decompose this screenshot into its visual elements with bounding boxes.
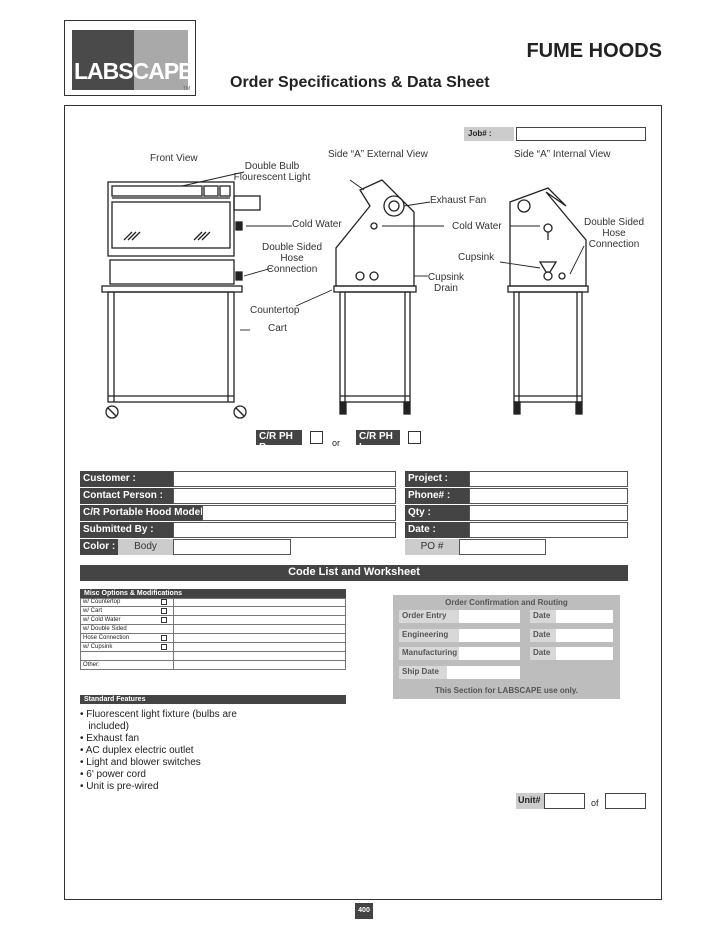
job-field[interactable] bbox=[516, 127, 646, 141]
manufacturing-date-label: Date bbox=[530, 647, 556, 660]
model-option-left-label: C/R PH L bbox=[356, 430, 400, 445]
cold-water-label-left: Cold Water bbox=[292, 219, 342, 230]
misc-row-blank[interactable] bbox=[80, 652, 346, 661]
ship-date-field[interactable] bbox=[447, 666, 520, 679]
customer-label: Customer : bbox=[80, 471, 173, 487]
hood-model-field[interactable] bbox=[202, 505, 396, 521]
order-routing-title: Order Confirmation and Routing bbox=[445, 598, 568, 607]
misc-row-cart[interactable]: w/ Cart bbox=[80, 607, 346, 616]
feature-item: • Exhaust fan bbox=[80, 733, 140, 744]
ship-date-label: Ship Date bbox=[399, 666, 447, 679]
engineering-label: Engineering bbox=[399, 629, 459, 642]
fume-hood-diagram bbox=[64, 140, 662, 430]
cupsink-label: Cupsink bbox=[458, 252, 495, 263]
project-field[interactable] bbox=[469, 471, 628, 487]
checkbox[interactable] bbox=[161, 635, 167, 641]
manufacturing-field[interactable] bbox=[459, 647, 520, 660]
front-view-drawing bbox=[102, 182, 260, 418]
submitted-by-label: Submitted By : bbox=[80, 522, 173, 538]
engineering-field[interactable] bbox=[459, 629, 520, 642]
contact-person-field[interactable] bbox=[173, 488, 396, 504]
feature-item: • Fluorescent light fixture (bulbs are bbox=[80, 709, 237, 720]
misc-row-cold-water[interactable]: w/ Cold Water bbox=[80, 616, 346, 625]
phone-label: Phone# : bbox=[405, 488, 469, 504]
engineering-date-field[interactable] bbox=[556, 629, 613, 642]
checkbox[interactable] bbox=[161, 617, 167, 623]
hood-model-label: C/R Portable Hood Model # : bbox=[80, 505, 202, 521]
qty-field[interactable] bbox=[469, 505, 628, 521]
po-label: PO # bbox=[405, 539, 459, 555]
exhaust-fan-label: Exhaust Fan bbox=[430, 195, 487, 206]
date-field[interactable] bbox=[469, 522, 628, 538]
side-internal-drawing bbox=[508, 188, 588, 414]
order-routing-footer: This Section for LABSCAPE use only. bbox=[435, 686, 578, 695]
model-option-left-checkbox[interactable] bbox=[408, 431, 421, 444]
engineering-date-label: Date bbox=[530, 629, 556, 642]
code-list-header: Code List and Worksheet bbox=[80, 565, 628, 581]
job-label: Job# : bbox=[464, 127, 514, 141]
side-external-drawing bbox=[334, 180, 416, 414]
misc-row-other[interactable]: Other: bbox=[80, 661, 346, 670]
side-external-label: Side “A” External View bbox=[328, 149, 428, 160]
order-entry-field[interactable] bbox=[459, 610, 520, 623]
po-field[interactable] bbox=[459, 539, 546, 555]
feature-item: • Light and blower switches bbox=[80, 757, 201, 768]
model-option-right-label: C/R PH R bbox=[256, 430, 302, 445]
feature-item: included) bbox=[80, 721, 129, 732]
manufacturing-label: Manufacturing bbox=[399, 647, 459, 660]
project-label: Project : bbox=[405, 471, 469, 487]
logo-trademark: TM bbox=[183, 86, 191, 92]
standard-features-header: Standard Features bbox=[80, 695, 346, 704]
color-body-field[interactable] bbox=[173, 539, 291, 555]
front-view-label: Front View bbox=[150, 153, 198, 164]
countertop-label: Countertop bbox=[250, 305, 300, 316]
checkbox[interactable] bbox=[161, 644, 167, 650]
date-label: Date : bbox=[405, 522, 469, 538]
double-sided-hose-label-right: Double Sided Hose Connection bbox=[583, 217, 645, 250]
unit-number-field[interactable] bbox=[544, 793, 585, 809]
checkbox[interactable] bbox=[161, 599, 167, 605]
manufacturing-date-field[interactable] bbox=[556, 647, 613, 660]
side-internal-label: Side “A” Internal View bbox=[514, 149, 611, 160]
cart-label: Cart bbox=[268, 323, 287, 334]
page-title: FUME HOODS bbox=[526, 40, 662, 62]
submitted-by-field[interactable] bbox=[173, 522, 396, 538]
page-number: 400 bbox=[355, 903, 373, 919]
feature-item: • Unit is pre-wired bbox=[80, 781, 159, 792]
color-label: Color : bbox=[80, 539, 118, 555]
unit-total-field[interactable] bbox=[605, 793, 646, 809]
contact-person-label: Contact Person : bbox=[80, 488, 173, 504]
of-label: of bbox=[591, 798, 599, 808]
feature-item: • AC duplex electric outlet bbox=[80, 745, 194, 756]
order-entry-date-field[interactable] bbox=[556, 610, 613, 623]
misc-row-countertop[interactable]: w/ Countertop bbox=[80, 598, 346, 607]
checkbox[interactable] bbox=[161, 608, 167, 614]
double-bulb-label: Double Bulb Flourescent Light bbox=[233, 161, 311, 183]
cupsink-drain-label: Cupsink Drain bbox=[427, 272, 465, 294]
model-option-right-checkbox[interactable] bbox=[310, 431, 323, 444]
unit-label: Unit# bbox=[516, 793, 544, 809]
phone-field[interactable] bbox=[469, 488, 628, 504]
color-body-label: Body bbox=[118, 539, 173, 555]
misc-row-cupsink[interactable]: w/ Cupsink bbox=[80, 643, 346, 652]
order-entry-date-label: Date bbox=[530, 610, 556, 623]
misc-row-hose-connection[interactable]: Hose Connection bbox=[80, 634, 346, 643]
misc-options-header: Misc Options & Modifications bbox=[80, 589, 346, 598]
customer-field[interactable] bbox=[173, 471, 396, 487]
or-label: or bbox=[332, 438, 341, 448]
double-sided-hose-label-left: Double Sided Hose Connection bbox=[261, 242, 323, 275]
cold-water-label-right: Cold Water bbox=[452, 221, 502, 232]
logo-text: LABSCAPE bbox=[74, 58, 193, 84]
page-subtitle: Order Specifications & Data Sheet bbox=[230, 74, 490, 91]
qty-label: Qty : bbox=[405, 505, 469, 521]
feature-item: • 6' power cord bbox=[80, 769, 146, 780]
order-entry-label: Order Entry bbox=[399, 610, 459, 623]
misc-row-double-sided[interactable]: w/ Double Sided bbox=[80, 625, 346, 634]
